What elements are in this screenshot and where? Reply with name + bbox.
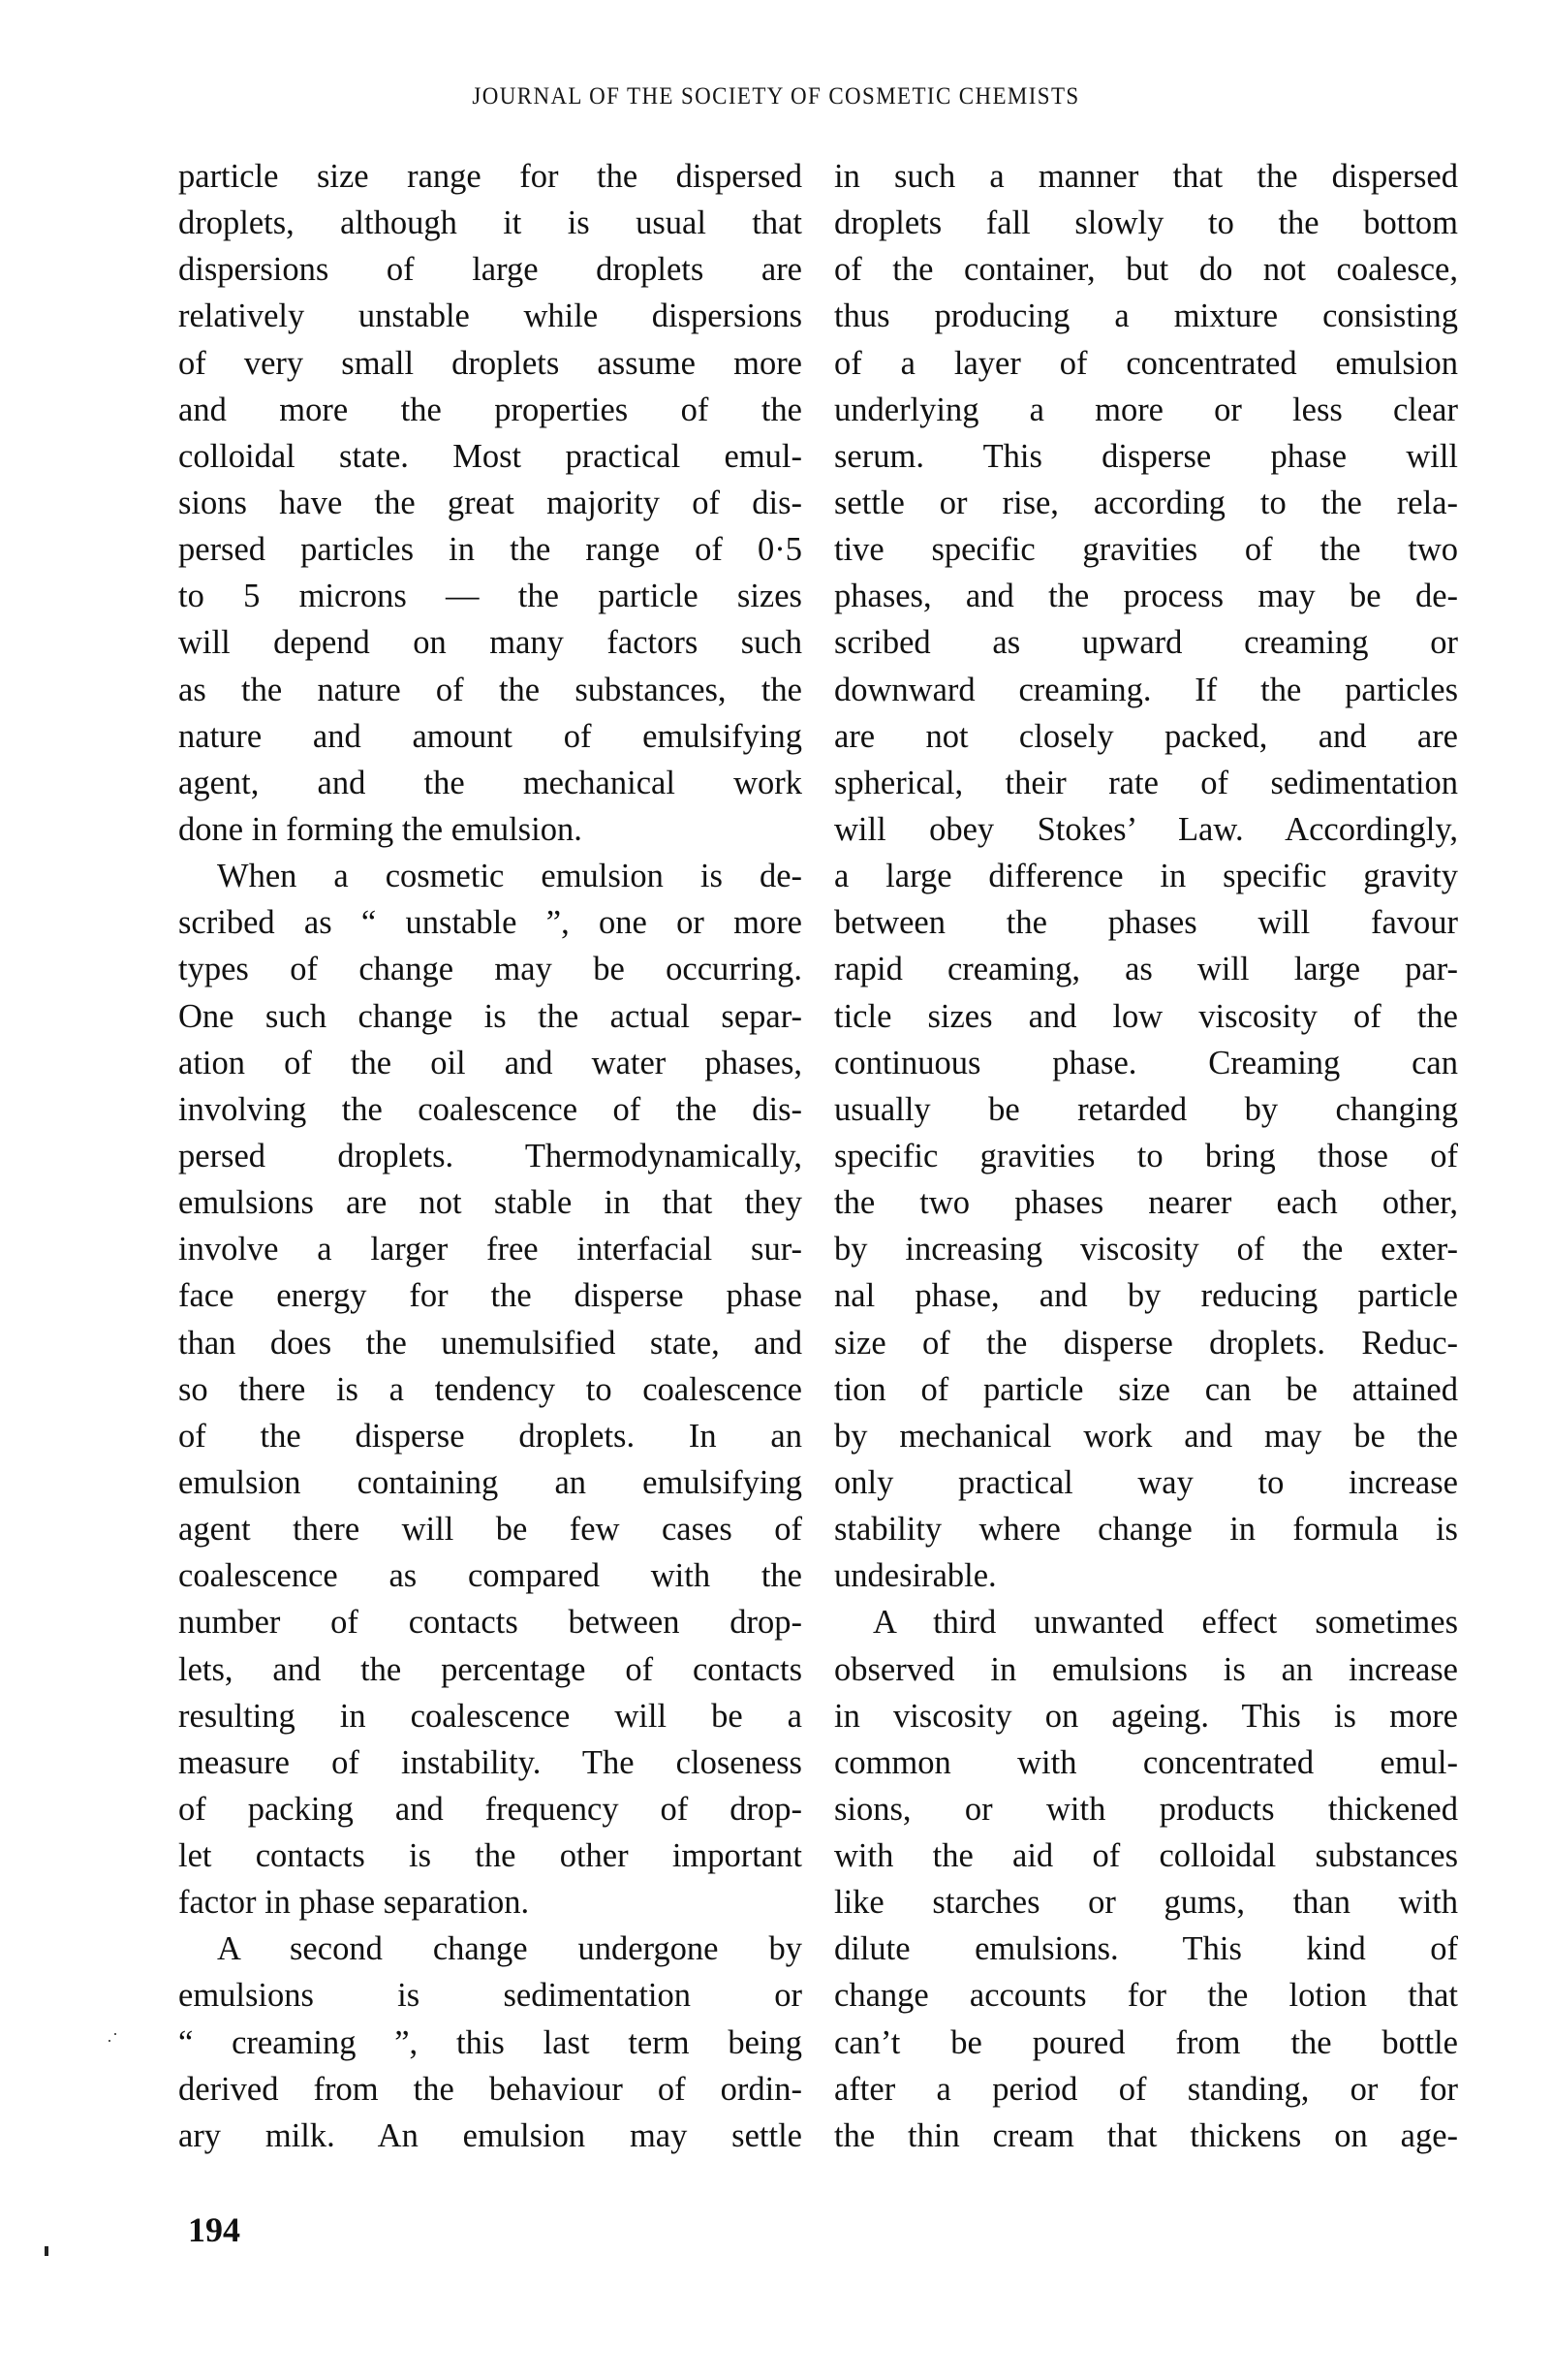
text-line: of a layer of concentrated emulsion [834, 344, 1458, 382]
text-line: a large difference in specific gravity [834, 858, 1458, 895]
text-line: are not closely packed, and are [834, 717, 1458, 755]
text-line: continuous phase. Creaming can [834, 1044, 1458, 1081]
scan-artifact [45, 2246, 48, 2256]
text-line: observed in emulsions is an increase [834, 1650, 1458, 1688]
text-line: number of contacts between drop- [178, 1604, 802, 1642]
text-line: rapid creaming, as will large par- [834, 951, 1458, 988]
text-line: serum. This disperse phase will [834, 437, 1458, 475]
text-line: sions, or with products thickened [834, 1790, 1458, 1828]
text-line: ation of the oil and water phases, [178, 1044, 802, 1081]
text-line: will obey Stokes’ Law. Accordingly, [834, 810, 1458, 848]
running-head: JOURNAL OF THE SOCIETY OF COSMETIC CHEMISTS [472, 83, 1080, 110]
text-line: specific gravities to bring those of [834, 1137, 1458, 1174]
paragraph-start-line: A second change undergone by [217, 1930, 802, 1968]
text-line: of the container, but do not coalesce, [834, 251, 1458, 289]
text-line: let contacts is the other important [178, 1837, 802, 1875]
text-line: underlying a more or less clear [834, 391, 1458, 428]
text-line: measure of instability. The closeness [178, 1743, 802, 1781]
text-line: “ creaming ”, this last term being [178, 2023, 802, 2061]
text-line: size of the disperse droplets. Reduc- [834, 1324, 1458, 1362]
text-line: stability where change in formula is [834, 1511, 1458, 1549]
text-line: scribed as “ unstable ”, one or more [178, 904, 802, 942]
text-line: persed particles in the range of 0·5 [178, 531, 802, 569]
text-line: involving the coalescence of the dis- [178, 1090, 802, 1128]
text-line: scribed as upward creaming or [834, 624, 1458, 662]
text-line: agent, and the mechanical work [178, 764, 802, 801]
text-line: of the disperse droplets. In an [178, 1417, 802, 1455]
scan-artifact [114, 2033, 116, 2035]
text-line: the two phases nearer each other, [834, 1184, 1458, 1222]
text-line: after a period of standing, or for [834, 2070, 1458, 2108]
text-line: and more the properties of the [178, 391, 802, 428]
text-line: can’t be poured from the bottle [834, 2023, 1458, 2061]
text-line: coalescence as compared with the [178, 1557, 802, 1595]
text-line: will depend on many factors such [178, 624, 802, 662]
text-line: between the phases will favour [834, 904, 1458, 942]
text-line: emulsions are not stable in that they [178, 1184, 802, 1222]
text-line: emulsions is sedimentation or [178, 1977, 802, 2015]
text-line: emulsion containing an emulsifying [178, 1463, 802, 1501]
text-line: like starches or gums, than with [834, 1884, 1458, 1922]
text-line: in such a manner that the dispersed [834, 158, 1458, 195]
text-line: so there is a tendency to coalescence [178, 1370, 802, 1408]
text-line: thus producing a mixture consisting [834, 298, 1458, 335]
text-line: phases, and the process may be de- [834, 578, 1458, 615]
text-line: of very small droplets assume more [178, 344, 802, 382]
text-line: colloidal state. Most practical emul- [178, 437, 802, 475]
scan-artifact [109, 2040, 110, 2042]
text-line: change accounts for the lotion that [834, 1977, 1458, 2015]
text-line: sions have the great majority of dis- [178, 484, 802, 521]
text-line: resulting in coalescence will be a [178, 1697, 802, 1735]
text-line: particle size range for the dispersed [178, 158, 802, 195]
text-line: spherical, their rate of sedimentation [834, 764, 1458, 801]
text-line: to 5 microns — the particle sizes [178, 578, 802, 615]
text-line: dispersions of large droplets are [178, 251, 802, 289]
text-line: usually be retarded by changing [834, 1090, 1458, 1128]
text-line: face energy for the disperse phase [178, 1277, 802, 1315]
text-line: types of change may be occurring. [178, 951, 802, 988]
text-line: relatively unstable while dispersions [178, 298, 802, 335]
page-number: 194 [188, 2210, 240, 2249]
text-line: as the nature of the substances, the [178, 671, 802, 708]
text-line: undesirable. [834, 1557, 997, 1595]
text-line: factor in phase separation. [178, 1884, 530, 1922]
text-line: lets, and the percentage of contacts [178, 1650, 802, 1688]
text-line: done in forming the emulsion. [178, 810, 582, 848]
text-line: by mechanical work and may be the [834, 1417, 1458, 1455]
text-line: involve a larger free interfacial sur- [178, 1231, 802, 1268]
text-line: droplets, although it is usual that [178, 204, 802, 242]
paragraph-start-line: A third unwanted effect sometimes [873, 1604, 1458, 1642]
text-line: nal phase, and by reducing particle [834, 1277, 1458, 1315]
text-line: tive specific gravities of the two [834, 531, 1458, 569]
text-line: with the aid of colloidal substances [834, 1837, 1458, 1875]
text-line: agent there will be few cases of [178, 1511, 802, 1549]
text-line: than does the unemulsified state, and [178, 1324, 802, 1362]
text-line: of packing and frequency of drop- [178, 1790, 802, 1828]
text-line: nature and amount of emulsifying [178, 717, 802, 755]
text-line: tion of particle size can be attained [834, 1370, 1458, 1408]
text-line: derived from the behaviour of ordin- [178, 2070, 802, 2108]
text-line: the thin cream that thickens on age- [834, 2116, 1458, 2154]
text-line: common with concentrated emul- [834, 1743, 1458, 1781]
text-line: One such change is the actual separ- [178, 997, 802, 1035]
text-line: dilute emulsions. This kind of [834, 1930, 1458, 1968]
text-line: ticle sizes and low viscosity of the [834, 997, 1458, 1035]
text-line: ary milk. An emulsion may settle [178, 2116, 802, 2154]
paragraph-start-line: When a cosmetic emulsion is de- [217, 858, 802, 895]
text-line: droplets fall slowly to the bottom [834, 204, 1458, 242]
text-line: persed droplets. Thermodynamically, [178, 1137, 802, 1174]
text-line: settle or rise, according to the rela- [834, 484, 1458, 521]
text-line: only practical way to increase [834, 1463, 1458, 1501]
text-line: downward creaming. If the particles [834, 671, 1458, 708]
right-column [834, 153, 1458, 2159]
text-line: in viscosity on ageing. This is more [834, 1697, 1458, 1735]
text-line: by increasing viscosity of the exter- [834, 1231, 1458, 1268]
left-column [178, 153, 802, 2159]
